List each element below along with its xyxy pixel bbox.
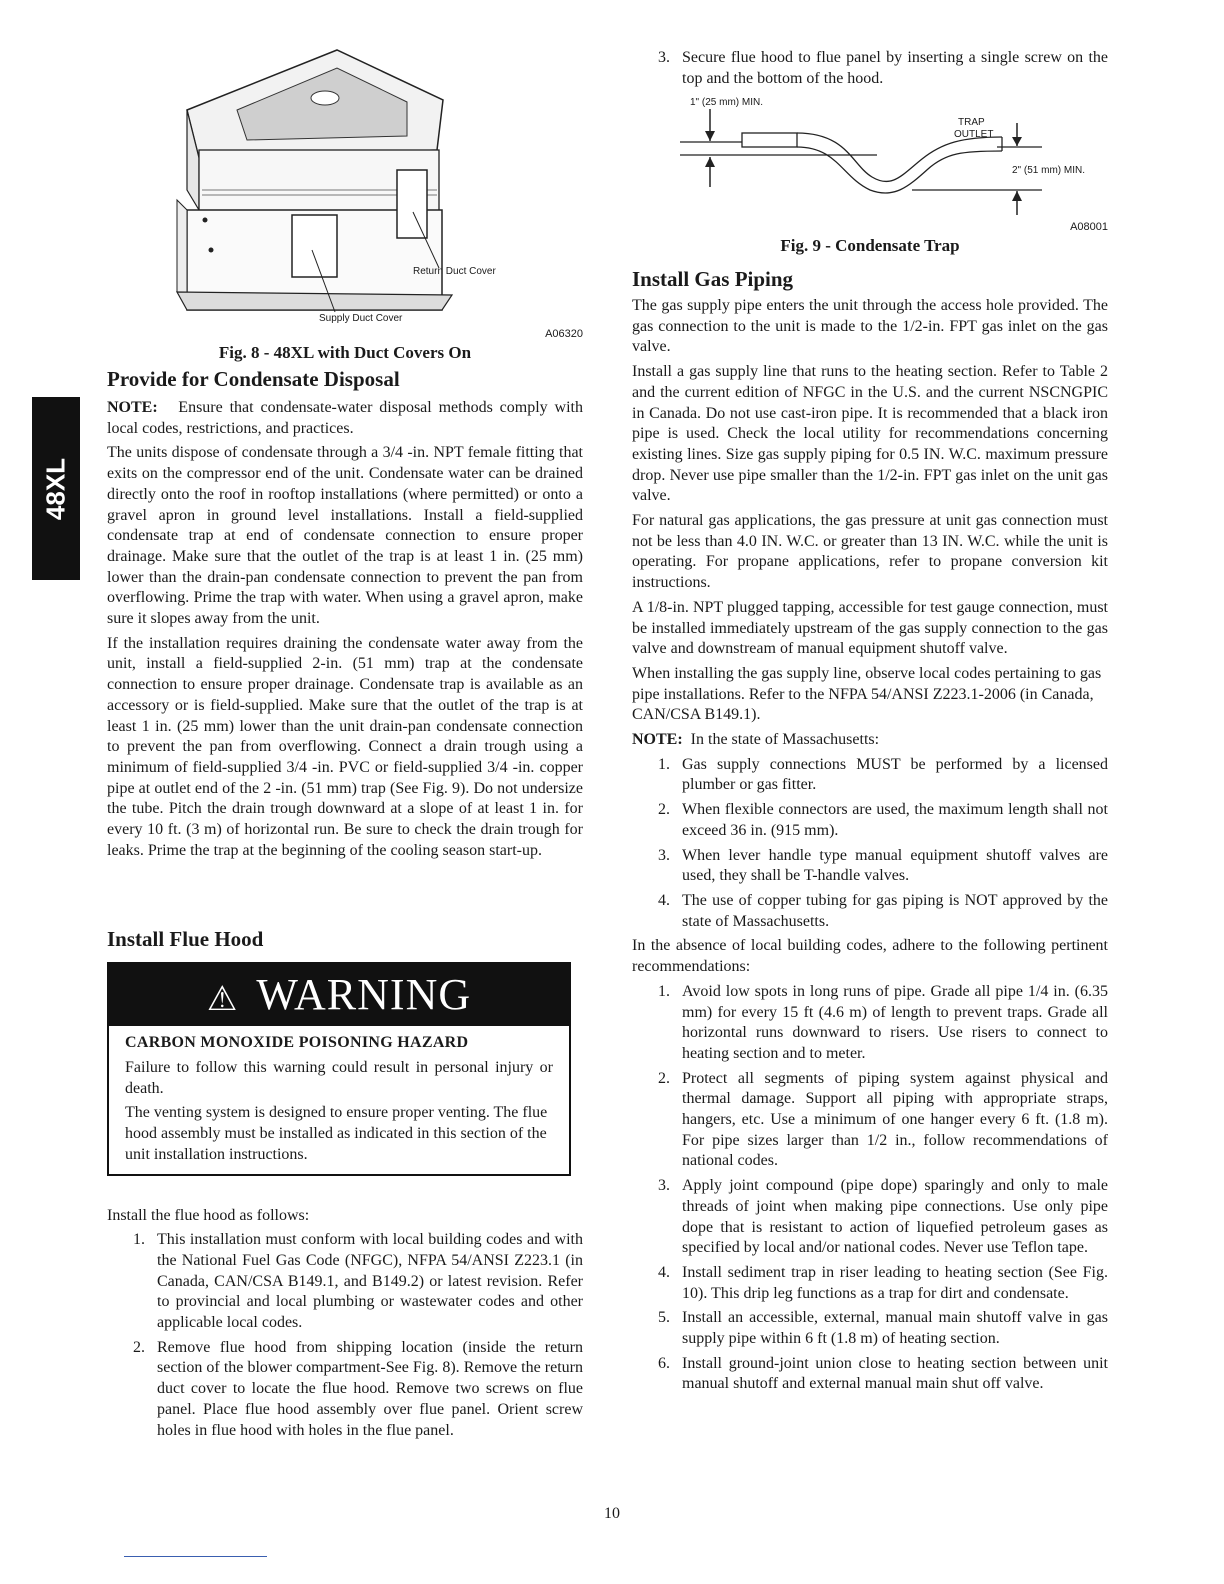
flue-intro: Install the flue hood as follows: <box>107 1206 310 1224</box>
item-text: When lever handle type manual equipment shutoff valves are used, they shall be T-handle valves. <box>682 846 1108 885</box>
fig8-figure <box>107 40 583 345</box>
item-text: Install sediment trap in riser leading to heating section (See Fig. 10). This drip leg functions as a trap for dirt and condensate. <box>682 1263 1108 1302</box>
gas-heading: Install Gas Piping <box>632 267 794 291</box>
item-number: 3. <box>658 1177 670 1195</box>
item-text: Install an accessible, external, manual main shutoff valve in gas supply pipe within 6 ft (1.8 m) of heating section. <box>682 1309 1108 1348</box>
note-label: NOTE: <box>632 731 683 749</box>
step-text: Secure flue hood to flue panel by inserting a single screw on the top and the bottom of the hood. <box>682 49 1108 87</box>
condensate-trap-diagram <box>632 95 1108 230</box>
gas-paragraph-5: When installing the gas supply line, observe local codes pertaining to gas pipe installations. Refer to the NFPA 54/ANSI Z223.1-2006 (in Canada, CAN/CSA B149.1). <box>632 664 1102 724</box>
flue-section <box>107 926 583 1445</box>
flue-steps <box>107 1230 583 1441</box>
flue-heading: Install Flue Hood <box>107 927 264 951</box>
item-number: 2. <box>658 1069 670 1087</box>
list-item <box>632 1069 1108 1173</box>
warning-bar <box>109 964 569 1026</box>
supply-duct-label: Supply Duct Cover <box>319 313 403 324</box>
gas-paragraph-4: A 1/8-in. NPT plugged tapping, accessible for test gauge connection, must be installed immediately upstream of the gas supply connection to the gas valve and downstream of manual equipment shutoff valve. <box>632 598 1108 658</box>
fig9-figure <box>632 95 1108 235</box>
footer-rule <box>124 1556 267 1557</box>
step-number: 1. <box>133 1231 145 1249</box>
list-item <box>632 1308 1108 1349</box>
step-text: This installation must conform with local building codes and with the National Fuel Gas Code (NFGC), NFPA 54/ANSI Z223.1 (in Canada, CAN/CSA B149.1, and B149.2) or latest revision. Refer to provincial and local plumbing or wastewater codes and other applicable local codes. <box>157 1231 583 1332</box>
item-text: Avoid low spots in long runs of pipe. Grade all pipe 1/4 in. (6.35 mm) for every 15 ft (4.6 m) of length to prevent traps. Grade all horizontal runs downward to risers. Use risers to connect to heating section and to meter. <box>682 982 1108 1062</box>
gas-note <box>632 730 1108 751</box>
list-item <box>632 982 1108 1065</box>
gas-paragraph-3: For natural gas applications, the gas pressure at unit gas connection must not be less than 4.0 IN. W.C. or greater than 13 IN. W.C. while the unit is operating. For propane applications, refer to propane conversion kit instructions. <box>632 512 1108 592</box>
min-2in-label: 2" (51 mm) MIN. <box>1012 165 1085 176</box>
flue-step-3 <box>632 48 1108 93</box>
item-number: 4. <box>658 891 670 909</box>
warning-subtitle: CARBON MONOXIDE POISONING HAZARD <box>125 1034 469 1051</box>
condensate-paragraph-1: The units dispose of condensate through a 3/4 -in. NPT female fitting that exits on the compressor end of the unit. Condensate water can be drained directly onto the roof in rooftop installations (where permitted) or onto a gravel apron in ground level installations. Install a field-supplied condensate trap at end of condensate connection to ensure proper drainage. Make sure that the outlet of the trap is at least 1 in. (25 mm) lower than the drain-pan condensate connection to prevent the pan from overflowing. Prime the trap with water. When using a gravel apron, make sure it slopes away from the unit. <box>107 444 583 628</box>
item-number: 3. <box>658 846 670 864</box>
note-label: NOTE: <box>107 399 158 416</box>
step-number: 2. <box>133 1338 145 1356</box>
note-text: In the state of Massachusetts: <box>690 731 880 749</box>
item-number: 1. <box>658 755 670 773</box>
side-tab-label: 48XL <box>40 457 71 520</box>
step-text: Remove flue hood from shipping location (inside the return section of the blower compartment-See Fig. 8). Remove the return duct cover to locate the flue hood. Remove two screws on flue panel. Place flue hood assembly over flue panel. Orient screw holes in flue hood with holes in the flue panel. <box>157 1338 583 1439</box>
fig8-caption: Fig. 8 - 48XL with Duct Covers On <box>218 343 472 362</box>
item-number: 1. <box>658 982 670 1000</box>
item-number: 2. <box>658 801 670 819</box>
unit-illustration <box>107 40 583 330</box>
outlet-label: OUTLET <box>954 129 994 140</box>
min-1in-label: 1" (25 mm) MIN. <box>690 97 763 108</box>
list-item <box>107 1230 583 1334</box>
list-item <box>632 800 1108 841</box>
list-item <box>107 1338 583 1442</box>
condensate-note <box>107 398 583 439</box>
gas-paragraph-6: In the absence of local building codes, adhere to the following pertinent recommendations: <box>632 937 1108 976</box>
step-number: 3. <box>658 49 670 66</box>
gas-section <box>632 266 1108 1399</box>
item-text: Install ground-joint union close to heating section between unit manual shutoff and external manual main shut off valve. <box>682 1354 1108 1393</box>
list-item <box>632 1176 1108 1259</box>
condensate-paragraph-2: If the installation requires draining the condensate water away from the unit, install a field-supplied 2-in. (51 mm) trap at the condensate connection to ensure proper drainage. Condensate trap is available as an accessory or is field-supplied. Make sure that the outlet of the trap is at least 1 in. (25 mm) lower than the unit drain-pan condensate connection to prevent the pan from overflowing. Connect a drain trough using a minimum of field-supplied 3/4 -in. PVC or field-supplied 3/4 -in. copper pipe at outlet end of the 2 -in. (51 mm) trap (See Fig. 9). Do not undersize the tube. Pitch the drain trough downward at a slope of at least 1 in. for every 10 ft. (3 m) of horizontal run. Be sure to check the drain trough for leaks. Prime the trap at the beginning of the cooling season start-up. <box>107 634 583 859</box>
warning-paragraph-1: Failure to follow this warning could result in personal injury or death. <box>125 1059 553 1097</box>
gas-paragraph-2: Install a gas supply line that runs to the heating section. Refer to Table 2 and the current edition of NFGC in the U.S. and the current NSCNGPIC in Canada. Do not use cast-iron pipe. It is recommended that a black iron pipe is used. Check the local utility for recommendations concerning existing lines. Size gas supply piping for 0.5 IN. W.C. maximum pressure drop. Never use pipe smaller than the 1/2-in. FPT gas inlet on the unit gas valve. <box>632 363 1108 505</box>
warning-box <box>107 962 571 1176</box>
item-text: Apply joint compound (pipe dope) sparingly and only to male threads of joint when making pipe connections. Use only pipe dope that is resistant to action of liquefied petroleum gases as specified by local and/or national codes. Never use Teflon tape. <box>682 1177 1108 1257</box>
warning-triangle-icon: ⚠ <box>206 978 239 1019</box>
trap-label: TRAP <box>958 117 985 128</box>
massachusetts-list <box>632 755 1108 933</box>
list-item <box>632 1263 1108 1304</box>
list-item <box>632 755 1108 796</box>
item-text: Gas supply connections MUST be performed by a licensed plumber or gas fitter. <box>682 755 1108 794</box>
item-number: 4. <box>658 1263 670 1281</box>
list-item <box>632 891 1108 932</box>
list-item <box>632 48 1108 89</box>
fig9-caption: Fig. 9 - Condensate Trap <box>780 236 960 255</box>
item-text: Protect all segments of piping system against physical and thermal damage. Support all piping with appropriate straps, hangers, etc. Use a minimum of one hanger every 6 ft. (1.8 m). For pipe sizes larger than 1/2 in., follow recommendations of national codes. <box>682 1069 1108 1170</box>
return-duct-label: Return Duct Cover <box>413 266 496 277</box>
item-text: The use of copper tubing for gas piping is NOT approved by the state of Massachusetts. <box>682 891 1108 930</box>
gas-paragraph-1: The gas supply pipe enters the unit through the access hole provided. The gas connection to the unit is made to the 1/2-in. FPT gas inlet on the gas valve. <box>632 297 1108 356</box>
list-item <box>632 846 1108 887</box>
page-number: 10 <box>604 1505 620 1522</box>
item-text: When flexible connectors are used, the maximum length shall not exceed 36 in. (915 mm). <box>682 801 1108 839</box>
recommendations-list <box>632 982 1108 1395</box>
side-tab <box>32 397 80 580</box>
fig8-code: A06320 <box>545 328 583 340</box>
warning-title: WARNING <box>256 970 472 1019</box>
note-text: Ensure that condensate-water disposal methods comply with local codes, restrictions, and practices. <box>107 399 583 437</box>
item-number: 6. <box>658 1354 670 1372</box>
item-number: 5. <box>658 1309 670 1327</box>
warning-paragraph-2: The venting system is designed to ensure proper venting. The flue hood assembly must be installed as indicated in this section of the unit installation instructions. <box>125 1104 548 1163</box>
list-item <box>632 1354 1108 1395</box>
fig9-code: A08001 <box>1070 221 1108 233</box>
condensate-section <box>107 366 583 865</box>
warning-body <box>109 1026 569 1174</box>
condensate-heading: Provide for Condensate Disposal <box>107 367 400 391</box>
